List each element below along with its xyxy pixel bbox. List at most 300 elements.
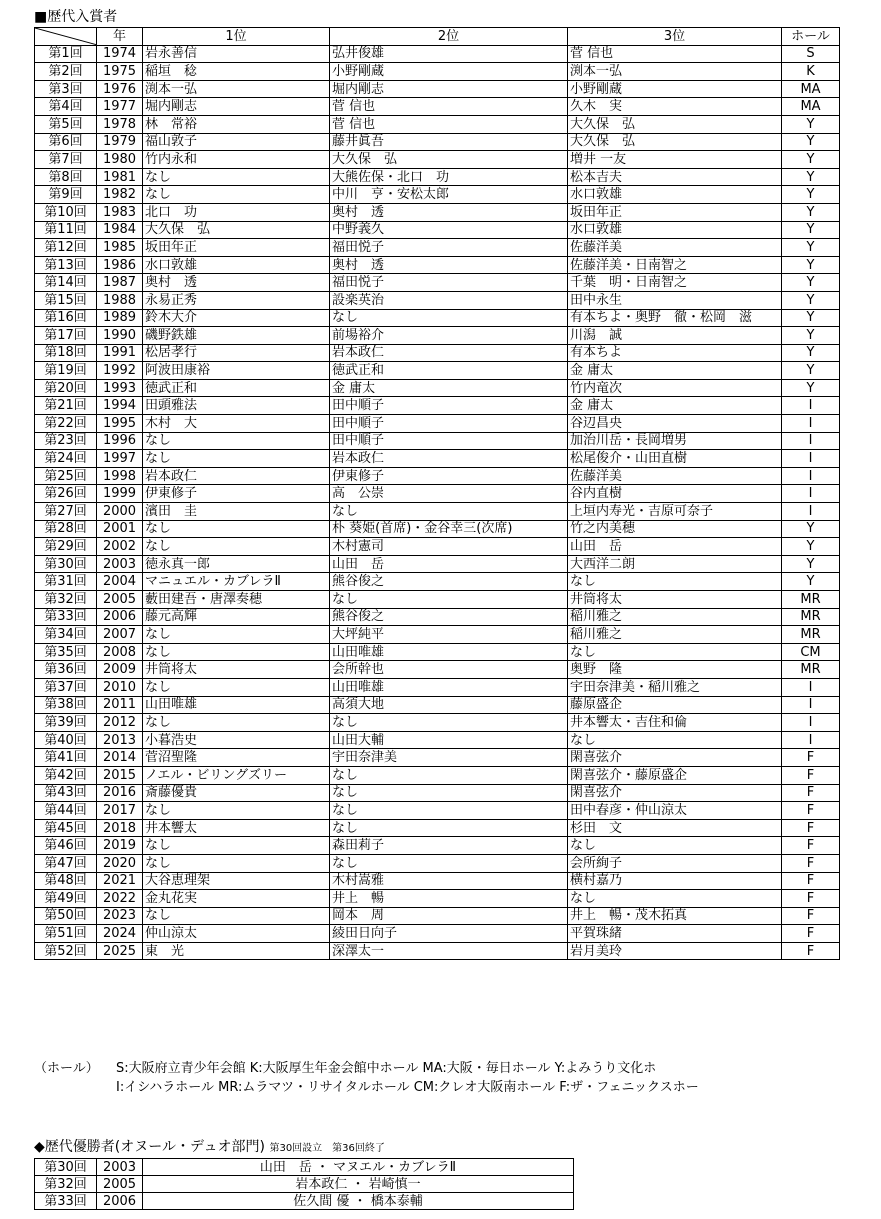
second-place-cell: なし xyxy=(330,503,568,521)
round-cell: 第42回 xyxy=(35,766,97,784)
second-place-cell: 宇田奈津美 xyxy=(330,749,568,767)
year-cell: 2025 xyxy=(97,942,143,960)
round-cell: 第5回 xyxy=(35,115,97,133)
year-cell: 1991 xyxy=(97,344,143,362)
table-row xyxy=(35,309,840,327)
third-place-cell: 加治川岳・長岡増男 xyxy=(568,432,782,450)
second-place-cell: 金 庸太 xyxy=(330,379,568,397)
table-row xyxy=(35,432,840,450)
table-row xyxy=(35,450,840,468)
first-place-cell: なし xyxy=(143,432,330,450)
table-row xyxy=(35,397,840,415)
second-place-cell: 奥村 透 xyxy=(330,203,568,221)
table-row xyxy=(35,819,840,837)
second-place-cell: 大久保 弘 xyxy=(330,151,568,169)
third-place-cell: 閑喜弦介 xyxy=(568,749,782,767)
hall-cell: F xyxy=(782,872,840,890)
round-cell: 第48回 xyxy=(35,872,97,890)
round-cell: 第39回 xyxy=(35,714,97,732)
hall-legend xyxy=(34,1059,854,1097)
table-row xyxy=(35,45,840,63)
first-place-cell: 藪田建吾・唐澤奏穂 xyxy=(143,591,330,609)
second-place-cell: 設楽英治 xyxy=(330,291,568,309)
first-place-cell: 田頭雅法 xyxy=(143,397,330,415)
duo-winners-cell: 岩本政仁 ・ 岩崎慎一 xyxy=(143,1176,574,1193)
hall-cell: MA xyxy=(782,98,840,116)
third-place-cell: 大西洋二朗 xyxy=(568,555,782,573)
third-place-cell: 水口敦雄 xyxy=(568,221,782,239)
round-cell: 第33回 xyxy=(35,1193,97,1210)
third-place-cell: 佐藤洋美 xyxy=(568,467,782,485)
year-cell: 1986 xyxy=(97,256,143,274)
hall-cell: Y xyxy=(782,379,840,397)
year-cell: 2007 xyxy=(97,626,143,644)
first-place-cell: なし xyxy=(143,186,330,204)
round-cell: 第13回 xyxy=(35,256,97,274)
second-place-cell: なし xyxy=(330,591,568,609)
hall-cell: Y xyxy=(782,291,840,309)
year-cell: 2001 xyxy=(97,520,143,538)
table-row xyxy=(35,1159,574,1176)
year-cell: 1978 xyxy=(97,115,143,133)
second-place-cell: なし xyxy=(330,309,568,327)
first-place-cell: 福山敦子 xyxy=(143,133,330,151)
year-cell: 2017 xyxy=(97,802,143,820)
year-cell: 1982 xyxy=(97,186,143,204)
third-place-cell: 佐藤洋美 xyxy=(568,239,782,257)
second-place-cell: 田中順子 xyxy=(330,432,568,450)
table-row xyxy=(35,555,840,573)
round-cell: 第8回 xyxy=(35,168,97,186)
round-cell: 第11回 xyxy=(35,221,97,239)
table-row xyxy=(35,239,840,257)
third-place-cell: 稲川雅之 xyxy=(568,608,782,626)
first-place-cell: 水口敦雄 xyxy=(143,256,330,274)
third-place-cell: 谷辺昌央 xyxy=(568,415,782,433)
third-place-cell: 閑喜弦介・藤原盛企 xyxy=(568,766,782,784)
first-place-cell: 大久保 弘 xyxy=(143,221,330,239)
table-row xyxy=(35,907,840,925)
second-place-cell: 山田大輔 xyxy=(330,731,568,749)
round-cell: 第35回 xyxy=(35,643,97,661)
table-row xyxy=(35,344,840,362)
second-place-cell: 朴 葵姫(首席)・金谷幸三(次席) xyxy=(330,520,568,538)
year-cell: 1996 xyxy=(97,432,143,450)
third-place-cell: 大久保 弘 xyxy=(568,133,782,151)
table-row xyxy=(35,151,840,169)
first-place-cell: 藤元高輝 xyxy=(143,608,330,626)
table-row xyxy=(35,661,840,679)
table-row xyxy=(35,362,840,380)
year-cell: 1988 xyxy=(97,291,143,309)
first-place-cell: 鈴木大介 xyxy=(143,309,330,327)
hall-cell: MR xyxy=(782,608,840,626)
hall-cell: F xyxy=(782,802,840,820)
table-row xyxy=(35,80,840,98)
hall-cell: F xyxy=(782,907,840,925)
hall-cell: MA xyxy=(782,80,840,98)
round-cell: 第43回 xyxy=(35,784,97,802)
hall-cell: Y xyxy=(782,309,840,327)
year-cell: 1976 xyxy=(97,80,143,98)
first-place-cell: なし xyxy=(143,714,330,732)
second-place-cell: 山田 岳 xyxy=(330,555,568,573)
year-cell: 2015 xyxy=(97,766,143,784)
year-cell: 2010 xyxy=(97,678,143,696)
table-row xyxy=(35,942,840,960)
year-cell: 2002 xyxy=(97,538,143,556)
first-place-cell: なし xyxy=(143,168,330,186)
table-row xyxy=(35,485,840,503)
third-place-cell: 横村嘉乃 xyxy=(568,872,782,890)
second-place-cell: 小野剛蔵 xyxy=(330,63,568,81)
second-place-cell: 綾田日向子 xyxy=(330,925,568,943)
header-year: 年 xyxy=(97,28,143,46)
third-place-cell: 久木 実 xyxy=(568,98,782,116)
third-place-cell: 小野剛蔵 xyxy=(568,80,782,98)
third-place-cell: 藤原盛企 xyxy=(568,696,782,714)
second-place-cell: 中野義久 xyxy=(330,221,568,239)
table-row xyxy=(35,327,840,345)
second-place-cell: なし xyxy=(330,714,568,732)
round-cell: 第15回 xyxy=(35,291,97,309)
hall-cell: I xyxy=(782,696,840,714)
year-cell: 2019 xyxy=(97,837,143,855)
hall-cell: MR xyxy=(782,591,840,609)
round-cell: 第2回 xyxy=(35,63,97,81)
first-place-cell: なし xyxy=(143,854,330,872)
legend-line-2: I:イシハラホール MR:ムラマツ・リサイタルホール CM:クレオ大阪南ホール F:ザ・フェニックスホー xyxy=(116,1080,699,1095)
second-place-cell: 福田悦子 xyxy=(330,239,568,257)
table-row xyxy=(35,98,840,116)
table-row xyxy=(35,608,840,626)
hall-cell: F xyxy=(782,925,840,943)
third-place-cell: 坂田年正 xyxy=(568,203,782,221)
second-place-cell: なし xyxy=(330,819,568,837)
hall-cell: Y xyxy=(782,133,840,151)
table-row xyxy=(35,696,840,714)
first-place-cell: 磯野鉄雄 xyxy=(143,327,330,345)
year-cell: 2021 xyxy=(97,872,143,890)
second-place-cell: 徳武正和 xyxy=(330,362,568,380)
year-cell: 2013 xyxy=(97,731,143,749)
duo-title: ◆歴代優勝者(オヌール・デュオ部門) xyxy=(34,1139,265,1155)
year-cell: 1994 xyxy=(97,397,143,415)
round-cell: 第52回 xyxy=(35,942,97,960)
duo-note: 第30回設立 第36回終了 xyxy=(269,1143,385,1154)
third-place-cell: 平賀珠緒 xyxy=(568,925,782,943)
table-row xyxy=(35,186,840,204)
table-row xyxy=(35,520,840,538)
first-place-cell: 斎藤優貴 xyxy=(143,784,330,802)
year-cell: 1997 xyxy=(97,450,143,468)
hall-cell: Y xyxy=(782,362,840,380)
second-place-cell: 中川 亨・安松太郎 xyxy=(330,186,568,204)
round-cell: 第1回 xyxy=(35,45,97,63)
hall-cell: F xyxy=(782,784,840,802)
third-place-cell: 会所絢子 xyxy=(568,854,782,872)
year-cell: 2011 xyxy=(97,696,143,714)
third-place-cell: なし xyxy=(568,573,782,591)
first-place-cell: なし xyxy=(143,802,330,820)
first-place-cell: 竹内永和 xyxy=(143,151,330,169)
hall-cell: F xyxy=(782,749,840,767)
year-cell: 2012 xyxy=(97,714,143,732)
year-cell: 2006 xyxy=(97,1193,143,1210)
round-cell: 第19回 xyxy=(35,362,97,380)
round-cell: 第21回 xyxy=(35,397,97,415)
header-third: 3位 xyxy=(568,28,782,46)
table-row xyxy=(35,802,840,820)
table-header-row xyxy=(35,28,840,46)
third-place-cell: 山田 岳 xyxy=(568,538,782,556)
first-place-cell: なし xyxy=(143,450,330,468)
hall-cell: Y xyxy=(782,274,840,292)
first-place-cell: 奥村 透 xyxy=(143,274,330,292)
hall-cell: Y xyxy=(782,538,840,556)
first-place-cell: なし xyxy=(143,678,330,696)
third-place-cell: 田中春彦・仲山涼太 xyxy=(568,802,782,820)
second-place-cell: なし xyxy=(330,784,568,802)
diagonal-header-cell xyxy=(35,28,97,46)
round-cell: 第24回 xyxy=(35,450,97,468)
table-row xyxy=(35,784,840,802)
hall-cell: Y xyxy=(782,256,840,274)
table-row xyxy=(35,890,840,908)
first-place-cell: 山田唯雄 xyxy=(143,696,330,714)
third-place-cell: 金 庸太 xyxy=(568,397,782,415)
second-place-cell: 前場裕介 xyxy=(330,327,568,345)
round-cell: 第10回 xyxy=(35,203,97,221)
year-cell: 2003 xyxy=(97,555,143,573)
year-cell: 1987 xyxy=(97,274,143,292)
year-cell: 2009 xyxy=(97,661,143,679)
first-place-cell: 渕本一弘 xyxy=(143,80,330,98)
hall-cell: I xyxy=(782,503,840,521)
first-place-cell: 大谷恵理架 xyxy=(143,872,330,890)
first-place-cell: 徳永真一郎 xyxy=(143,555,330,573)
table-row xyxy=(35,221,840,239)
second-place-cell: 伊東修子 xyxy=(330,467,568,485)
round-cell: 第40回 xyxy=(35,731,97,749)
second-place-cell: 大熊佐保・北口 功 xyxy=(330,168,568,186)
hall-cell: I xyxy=(782,467,840,485)
year-cell: 2020 xyxy=(97,854,143,872)
year-cell: 2005 xyxy=(97,591,143,609)
first-place-cell: 菅沼聖隆 xyxy=(143,749,330,767)
hall-cell: F xyxy=(782,890,840,908)
second-place-cell: 田中順子 xyxy=(330,397,568,415)
first-place-cell: 稲垣 稔 xyxy=(143,63,330,81)
year-cell: 1999 xyxy=(97,485,143,503)
third-place-cell: 宇田奈津美・稲川雅之 xyxy=(568,678,782,696)
year-cell: 1998 xyxy=(97,467,143,485)
hall-cell: Y xyxy=(782,520,840,538)
round-cell: 第27回 xyxy=(35,503,97,521)
second-place-cell: 菅 信也 xyxy=(330,98,568,116)
round-cell: 第32回 xyxy=(35,591,97,609)
hall-cell: I xyxy=(782,678,840,696)
third-place-cell: 金 庸太 xyxy=(568,362,782,380)
header-hall: ホール xyxy=(782,28,840,46)
duo-section-title xyxy=(34,1138,385,1158)
round-cell: 第47回 xyxy=(35,854,97,872)
third-place-cell: 田中永生 xyxy=(568,291,782,309)
section-title: ■歴代入賞者 xyxy=(34,9,118,25)
round-cell: 第28回 xyxy=(35,520,97,538)
table-row xyxy=(35,573,840,591)
third-place-cell: 増井 一友 xyxy=(568,151,782,169)
third-place-cell: 杉田 文 xyxy=(568,819,782,837)
third-place-cell: 有本ちよ・奥野 徹・松岡 滋 xyxy=(568,309,782,327)
table-row xyxy=(35,626,840,644)
legend-line-1: S:大阪府立青少年会館 K:大阪厚生年金会館中ホール MA:大阪・毎日ホール Y:よみうり文化ホ xyxy=(116,1061,657,1076)
legend-label: （ホール） xyxy=(34,1061,99,1076)
second-place-cell: 井上 暢 xyxy=(330,890,568,908)
round-cell: 第6回 xyxy=(35,133,97,151)
third-place-cell: 井筒将太 xyxy=(568,591,782,609)
round-cell: 第41回 xyxy=(35,749,97,767)
table-row xyxy=(35,1193,574,1210)
table-row xyxy=(35,749,840,767)
second-place-cell: 弘井俊雄 xyxy=(330,45,568,63)
first-place-cell: 井筒将太 xyxy=(143,661,330,679)
second-place-cell: 熊谷俊之 xyxy=(330,573,568,591)
first-place-cell: 木村 大 xyxy=(143,415,330,433)
first-place-cell: 堀内剛志 xyxy=(143,98,330,116)
second-place-cell: 山田唯雄 xyxy=(330,643,568,661)
third-place-cell: 上垣内寿光・吉原可奈子 xyxy=(568,503,782,521)
duo-table xyxy=(34,1158,574,1210)
hall-cell: MR xyxy=(782,626,840,644)
round-cell: 第14回 xyxy=(35,274,97,292)
first-place-cell: 濱田 圭 xyxy=(143,503,330,521)
hall-cell: Y xyxy=(782,151,840,169)
table-row xyxy=(35,115,840,133)
table-row xyxy=(35,731,840,749)
table-row xyxy=(35,678,840,696)
first-place-cell: なし xyxy=(143,626,330,644)
third-place-cell: なし xyxy=(568,731,782,749)
third-place-cell: 有本ちよ xyxy=(568,344,782,362)
round-cell: 第32回 xyxy=(35,1176,97,1193)
round-cell: 第18回 xyxy=(35,344,97,362)
hall-cell: Y xyxy=(782,186,840,204)
first-place-cell: なし xyxy=(143,538,330,556)
table-row xyxy=(35,1176,574,1193)
table-row xyxy=(35,467,840,485)
round-cell: 第31回 xyxy=(35,573,97,591)
hall-cell: I xyxy=(782,397,840,415)
third-place-cell: 井本響太・吉住和倫 xyxy=(568,714,782,732)
round-cell: 第12回 xyxy=(35,239,97,257)
third-place-cell: 竹之内美穂 xyxy=(568,520,782,538)
year-cell: 1990 xyxy=(97,327,143,345)
hall-cell: Y xyxy=(782,115,840,133)
second-place-cell: 木村憲司 xyxy=(330,538,568,556)
third-place-cell: 谷内直樹 xyxy=(568,485,782,503)
first-place-cell: 小暮浩史 xyxy=(143,731,330,749)
round-cell: 第26回 xyxy=(35,485,97,503)
first-place-cell: 金丸花実 xyxy=(143,890,330,908)
hall-cell: Y xyxy=(782,344,840,362)
header-second: 2位 xyxy=(330,28,568,46)
table-row xyxy=(35,714,840,732)
year-cell: 1993 xyxy=(97,379,143,397)
first-place-cell: 岩本政仁 xyxy=(143,467,330,485)
first-place-cell: なし xyxy=(143,520,330,538)
round-cell: 第30回 xyxy=(35,1159,97,1176)
hall-cell: F xyxy=(782,819,840,837)
hall-cell: F xyxy=(782,766,840,784)
first-place-cell: 永易正秀 xyxy=(143,291,330,309)
year-cell: 2014 xyxy=(97,749,143,767)
round-cell: 第7回 xyxy=(35,151,97,169)
first-place-cell: 岩永善信 xyxy=(143,45,330,63)
year-cell: 1985 xyxy=(97,239,143,257)
third-place-cell: 奥野 隆 xyxy=(568,661,782,679)
year-cell: 2024 xyxy=(97,925,143,943)
first-place-cell: なし xyxy=(143,907,330,925)
second-place-cell: 田中順子 xyxy=(330,415,568,433)
round-cell: 第51回 xyxy=(35,925,97,943)
hall-cell: F xyxy=(782,837,840,855)
table-row xyxy=(35,415,840,433)
first-place-cell: 徳武正和 xyxy=(143,379,330,397)
year-cell: 1979 xyxy=(97,133,143,151)
year-cell: 2004 xyxy=(97,573,143,591)
year-cell: 1977 xyxy=(97,98,143,116)
second-place-cell: 山田唯雄 xyxy=(330,678,568,696)
third-place-cell: 閑喜弦介 xyxy=(568,784,782,802)
hall-cell: Y xyxy=(782,573,840,591)
table-row xyxy=(35,256,840,274)
table-row xyxy=(35,133,840,151)
hall-cell: Y xyxy=(782,555,840,573)
hall-cell: Y xyxy=(782,221,840,239)
table-row xyxy=(35,872,840,890)
round-cell: 第4回 xyxy=(35,98,97,116)
round-cell: 第37回 xyxy=(35,678,97,696)
second-place-cell: 菅 信也 xyxy=(330,115,568,133)
round-cell: 第46回 xyxy=(35,837,97,855)
second-place-cell: 堀内剛志 xyxy=(330,80,568,98)
third-place-cell: 千葉 明・日南智之 xyxy=(568,274,782,292)
round-cell: 第20回 xyxy=(35,379,97,397)
header-first: 1位 xyxy=(143,28,330,46)
second-place-cell: 会所幹也 xyxy=(330,661,568,679)
second-place-cell: 藤井眞吾 xyxy=(330,133,568,151)
first-place-cell: 阿波田康裕 xyxy=(143,362,330,380)
second-place-cell: 奥村 透 xyxy=(330,256,568,274)
second-place-cell: 高 公崇 xyxy=(330,485,568,503)
year-cell: 1995 xyxy=(97,415,143,433)
third-place-cell: 竹内竜次 xyxy=(568,379,782,397)
first-place-cell: 伊東修子 xyxy=(143,485,330,503)
table-row xyxy=(35,591,840,609)
table-row xyxy=(35,274,840,292)
second-place-cell: 木村嵩雅 xyxy=(330,872,568,890)
hall-cell: Y xyxy=(782,327,840,345)
first-place-cell: 井本響太 xyxy=(143,819,330,837)
round-cell: 第33回 xyxy=(35,608,97,626)
second-place-cell: 森田莉子 xyxy=(330,837,568,855)
year-cell: 2000 xyxy=(97,503,143,521)
round-cell: 第22回 xyxy=(35,415,97,433)
year-cell: 1975 xyxy=(97,63,143,81)
year-cell: 2003 xyxy=(97,1159,143,1176)
round-cell: 第17回 xyxy=(35,327,97,345)
